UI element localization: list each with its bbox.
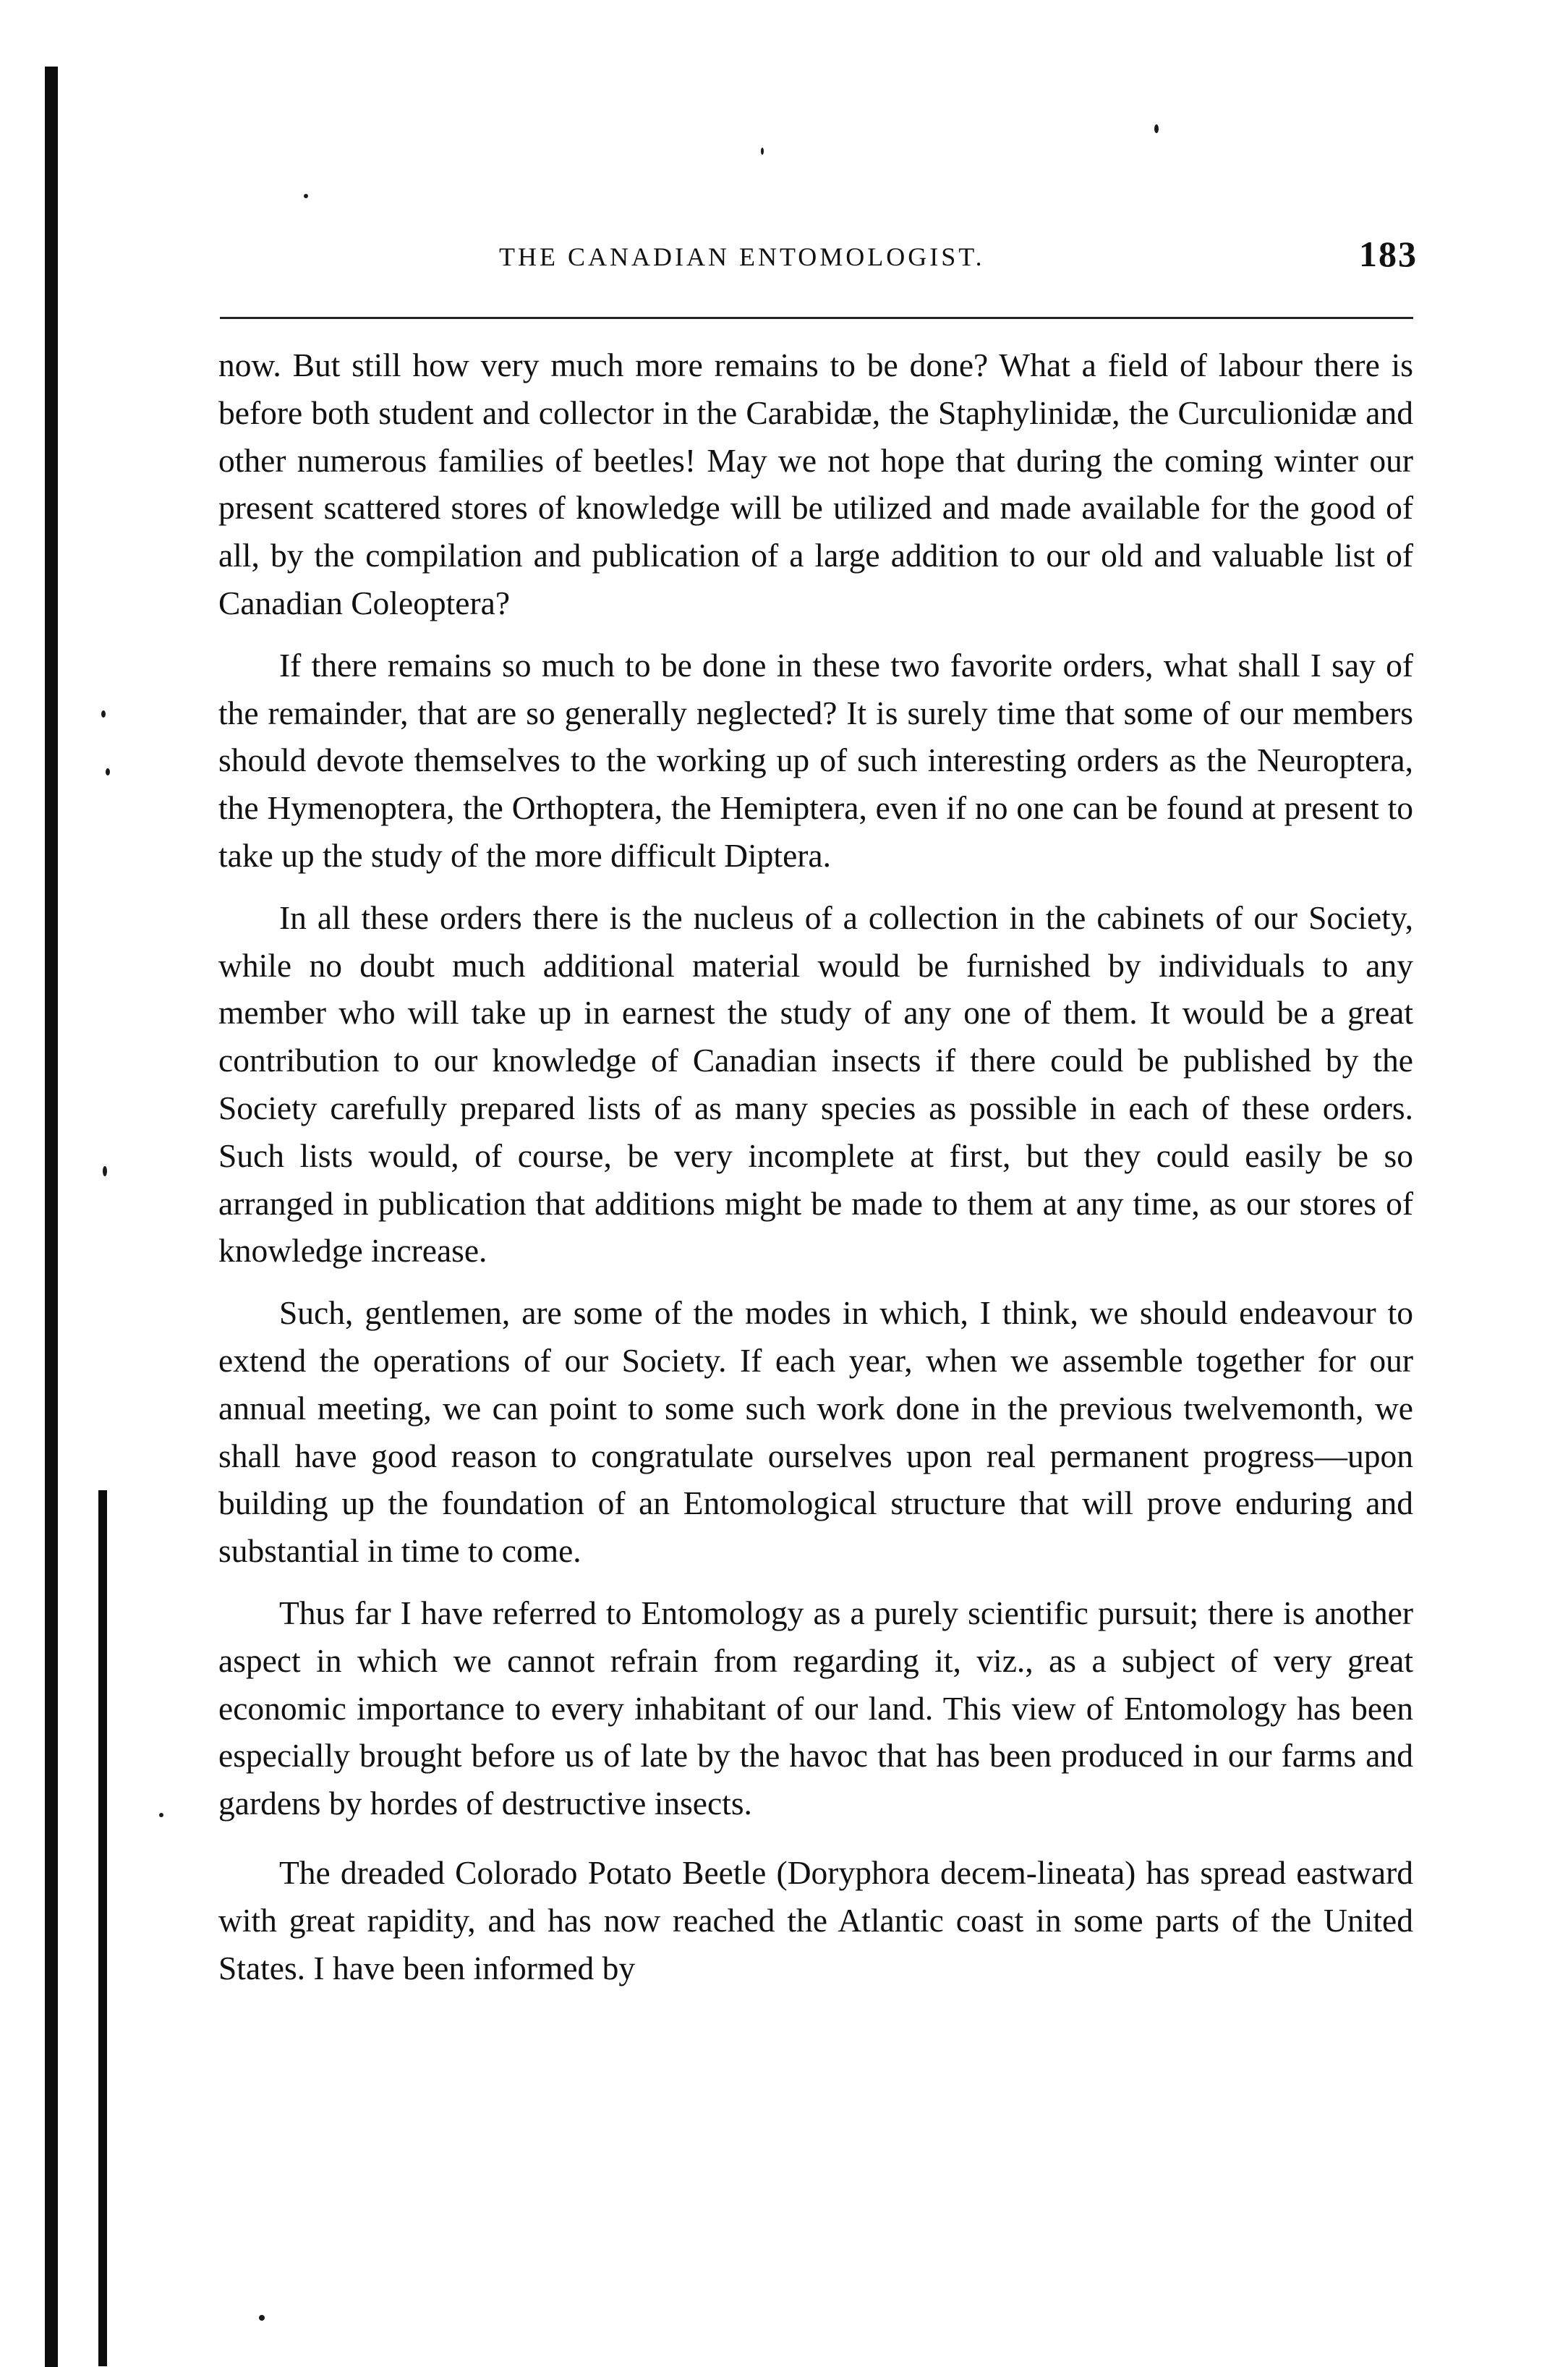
scan-speck — [1154, 124, 1159, 133]
scan-speck — [259, 2315, 265, 2321]
paragraph: The dreaded Colorado Potato Beetle (Doryphora decem-lineata) has spread eastward with great rapidity, and has now reached the Atlantic coast in some parts of the United States. I have been informed by — [218, 1853, 1413, 1986]
paragraph-continued: now. But still how very much more remains to be done? What a field of labour there is before both student and collector in the Carabidæ, the Staphylinidæ, the Curculionidæ and other numerous families of beetles! May we not hope that during the coming winter our present scattered stores of knowledge will be utilized and made available for the good of all, by the compilation and publication of a large addition to our old and valuable list of Canadian Coleoptera? — [218, 347, 1413, 621]
scan-speck — [304, 194, 308, 198]
paragraph: If there remains so much to be done in these two favorite orders, what shall I say of the remainder, that are so generally neglected? It is surely time that some of our members should devote themselves to the working up of such interesting orders as the Neuroptera, the Hymenoptera, the Orthoptera, the Hemiptera, even if no one can be found at present to take up the study of the more difficult Diptera. — [218, 646, 1413, 874]
paragraph: In all these orders there is the nucleus of a collection in the cabinets of our Society, while no doubt much additional material would be furnished by individuals to any member who will take up in earnest the study of any one of them. It would be a great contribution to our knowledge of Canadian insects if there could be published by the Society carefully prepared lists of as many species as possible in each of these orders. Such lists would, of course, be very incomplete at first, but they could easily be so arranged in publication that additions might be made to them at any time, as our stores of knowledge increase. — [218, 898, 1413, 1270]
scan-speck — [101, 710, 106, 718]
running-head — [217, 233, 1418, 291]
scan-speck — [103, 1166, 107, 1176]
page-binding-edge — [45, 67, 58, 2367]
page-binding-edge-lower — [98, 1490, 107, 2366]
scan-speck — [761, 148, 764, 155]
running-title: THE CANADIAN ENTOMOLOGIST. — [499, 242, 985, 271]
paragraph: Such, gentlemen, are some of the modes in which, I think, we should endeavour to extend the operations of our Society. If each year, when we assemble together for our annual meeting, we can point to some such work done in the previous twelvemonth, we shall have good reason to congratulate ourselves upon real permanent progress—upon building up the foundation of an Entomological structure that will prove enduring and substantial in time to come. — [218, 1294, 1413, 1570]
scan-speck — [106, 768, 110, 775]
header-rule — [220, 317, 1413, 319]
scan-speck — [159, 1813, 163, 1817]
paragraph: Thus far I have referred to Entomology as a purely scientific pursuit; there is another aspect in which we cannot refrain from regarding it, viz., as a subject of very great economic importance to every inhabitant of our land. This view of Entomology has been especially brought before us of late by the havoc that has been produced in our farms and gardens by hordes of destructive insects. — [218, 1594, 1413, 1822]
body-text — [218, 341, 1413, 2006]
page-number: 183 — [1359, 234, 1418, 274]
